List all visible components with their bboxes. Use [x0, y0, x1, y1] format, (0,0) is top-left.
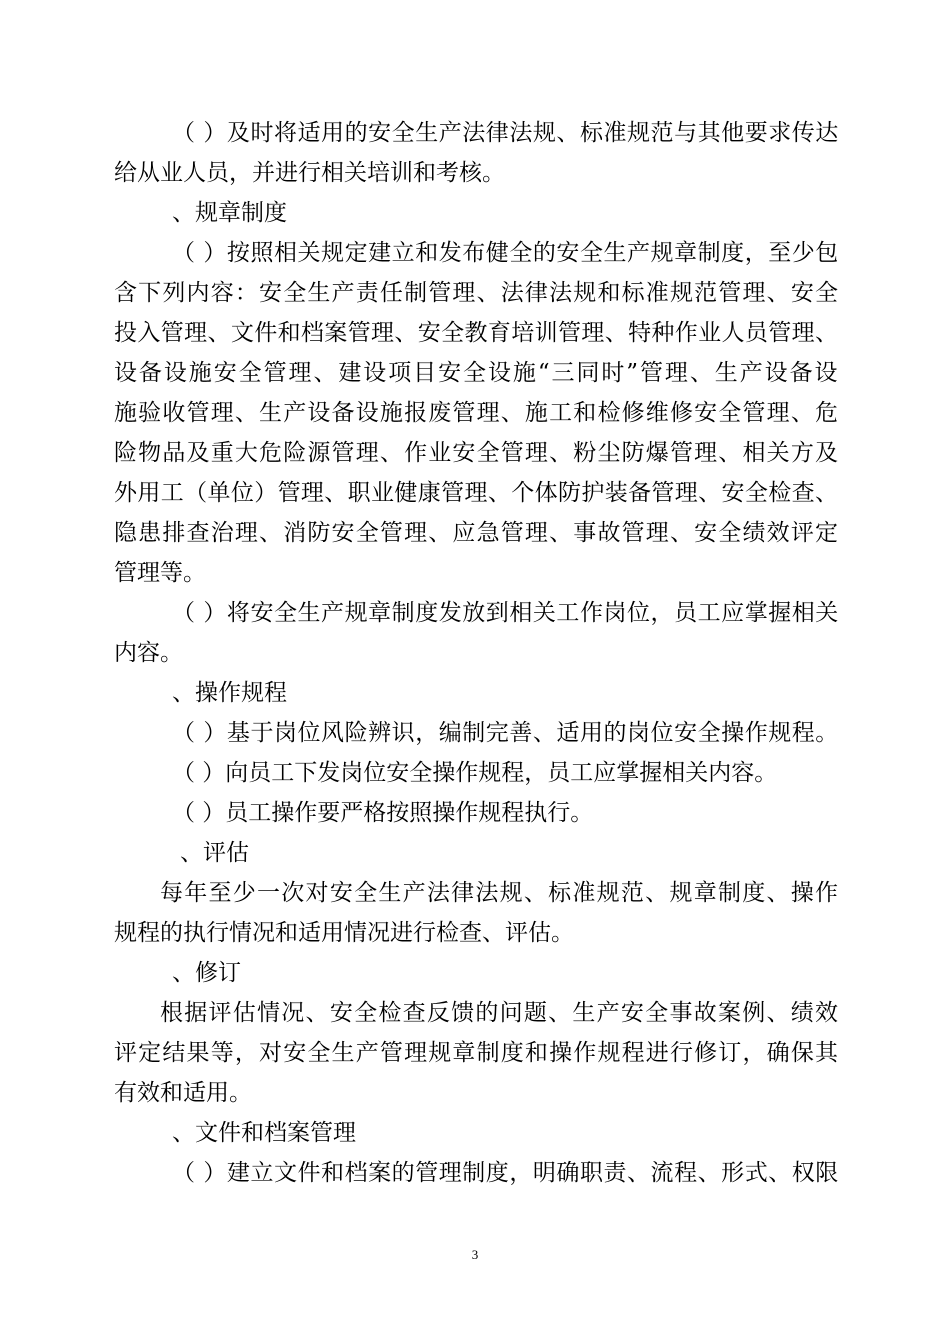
paragraph-line: 管理等。	[114, 560, 206, 586]
paragraph-line: 设备设施安全管理、建设项目安全设施“三同时”管理、生产设备设	[114, 360, 840, 386]
paragraph-line: 给从业人员，并进行相关培训和考核。	[114, 160, 505, 186]
paragraph-line: 隐患排查治理、消防安全管理、应急管理、事故管理、安全绩效评定	[114, 520, 840, 546]
paragraph-line: 施验收管理、生产设备设施报废管理、施工和检修维修安全管理、危	[114, 400, 840, 426]
paragraph-line: 投入管理、文件和档案管理、安全教育培训管理、特种作业人员管理、	[114, 320, 839, 346]
paragraph-line: （ ）基于岗位风险辨识，编制完善、适用的岗位安全操作规程。	[172, 720, 839, 746]
paragraph-line: （ ）建立文件和档案的管理制度，明确职责、流程、形式、权限	[172, 1160, 839, 1186]
paragraph-line: 险物品及重大危险源管理、作业安全管理、粉尘防爆管理、相关方及	[114, 440, 840, 466]
paragraph-line: 每年至少一次对安全生产法律法规、标准规范、规章制度、操作	[160, 880, 840, 906]
paragraph-line: （ ）按照相关规定建立和发布健全的安全生产规章制度，至少包	[172, 240, 839, 266]
paragraph-line: 评定结果等，对安全生产管理规章制度和操作规程进行修订，确保其	[114, 1040, 840, 1066]
paragraph-line: 根据评估情况、安全检查反馈的问题、生产安全事故案例、绩效	[160, 1000, 840, 1026]
section-heading: 、修订	[172, 960, 241, 986]
paragraph-line: （ ）向员工下发岗位安全操作规程，员工应掌握相关内容。	[172, 760, 778, 786]
section-heading: 、评估	[180, 840, 249, 866]
paragraph-line: （ ）员工操作要严格按照操作规程执行。	[172, 800, 594, 826]
paragraph-line: （ ）将安全生产规章制度发放到相关工作岗位，员工应掌握相关	[172, 600, 839, 626]
paragraph-line: 内容。	[114, 640, 183, 666]
paragraph-line: 有效和适用。	[114, 1080, 252, 1106]
section-heading: 、规章制度	[172, 200, 287, 226]
paragraph-line: 规程的执行情况和适用情况进行检查、评估。	[114, 920, 574, 946]
section-heading: 、操作规程	[172, 680, 287, 706]
paragraph-line: 含下列内容：安全生产责任制管理、法律法规和标准规范管理、安全	[114, 280, 840, 306]
page-number: 3	[471, 1247, 479, 1262]
paragraph-line: （ ）及时将适用的安全生产法律法规、标准规范与其他要求传达	[172, 120, 839, 146]
section-heading: 、文件和档案管理	[172, 1120, 356, 1146]
paragraph-line: 外用工（单位）管理、职业健康管理、个体防护装备管理、安全检查、	[114, 480, 839, 506]
